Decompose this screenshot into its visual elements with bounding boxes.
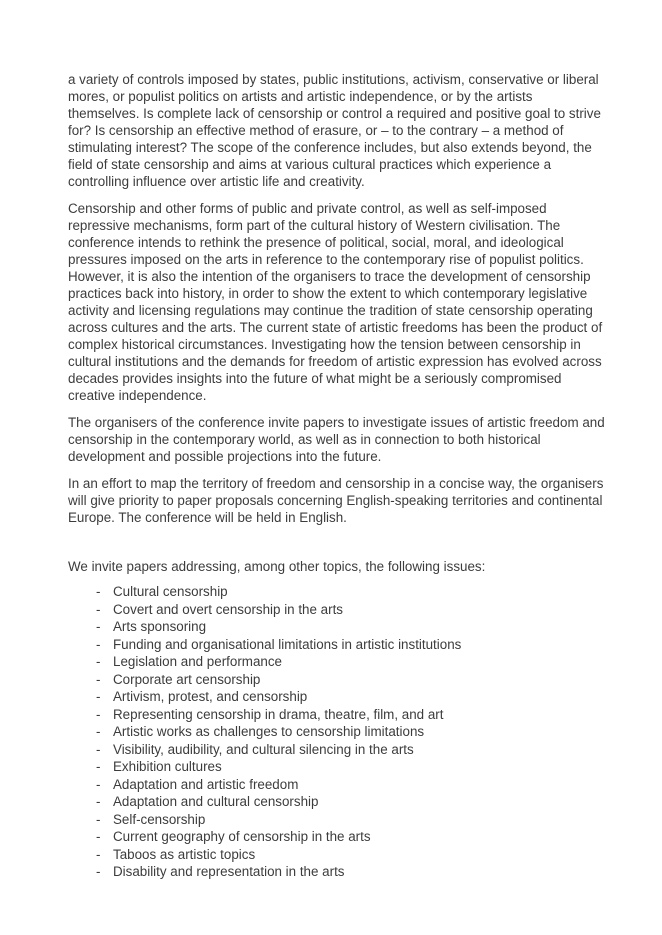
list-item bbox=[68, 828, 605, 846]
list-item bbox=[68, 776, 605, 794]
list-item bbox=[68, 793, 605, 811]
topic-text: Funding and organisational limitations in artistic institutions bbox=[113, 636, 462, 652]
topic-text: Taboos as artistic topics bbox=[113, 846, 256, 862]
dash-bullet: - bbox=[96, 654, 101, 669]
list-item bbox=[68, 863, 605, 881]
dash-bullet: - bbox=[96, 724, 101, 739]
topic-text: Representing censorship in drama, theatre, film, and art bbox=[113, 706, 444, 722]
dash-bullet: - bbox=[96, 619, 101, 634]
topic-text: Corporate art censorship bbox=[113, 671, 261, 687]
dash-bullet: - bbox=[96, 794, 101, 809]
list-item bbox=[68, 636, 605, 654]
list-item bbox=[68, 758, 605, 776]
list-item bbox=[68, 706, 605, 724]
topic-text: Adaptation and cultural censorship bbox=[113, 794, 319, 809]
dash-bullet: - bbox=[96, 584, 101, 599]
list-item bbox=[68, 583, 605, 601]
topic-text: Legislation and performance bbox=[113, 654, 282, 669]
list-item bbox=[68, 653, 605, 671]
dash-bullet: - bbox=[96, 829, 101, 844]
list-item bbox=[68, 601, 605, 619]
topic-text: Disability and representation in the arts bbox=[113, 864, 345, 879]
list-item bbox=[68, 741, 605, 759]
list-item bbox=[68, 846, 605, 864]
topic-text: Artistic works as challenges to censorship limitations bbox=[113, 724, 425, 739]
dash-bullet: - bbox=[96, 759, 101, 774]
dash-bullet: - bbox=[96, 864, 101, 879]
topic-text: Covert and overt censorship in the arts bbox=[113, 601, 343, 617]
paragraph-cultural-history: Censorship and other forms of public and private control, as well as self-imposed repressive mechanisms, form part of the cultural history of Western civilisation. The conference intends to rethink the presence of political, social, moral, and ideological pressures imposed on the arts in reference to the contemporary rise of populist politics. However, it is also the intention of the organisers to trace the development of censorship practices back into history, in order to show the extent to which contemporary legislative activity and licensing regulations may continue the tradition of state censorship operating across cultures and the arts. The current state of artistic freedoms has been the product of complex historical circumstances. Investigating how the tension between censorship in cultural institutions and the demands for freedom of artistic expression has evolved across decades provides insights into the future of what might be a seriously compromised creative independence. bbox=[68, 201, 603, 403]
topic-text: Arts sponsoring bbox=[113, 619, 207, 634]
dash-bullet: - bbox=[96, 776, 101, 792]
topic-text: Current geography of censorship in the arts bbox=[113, 829, 371, 844]
paragraph-invite-papers: The organisers of the conference invite papers to investigate issues of artistic freedom and censorship in the contemporary world, as well as in connection to both historical development and possible projections into the future. bbox=[68, 415, 605, 464]
topics-intro: We invite papers addressing, among other topics, the following issues: bbox=[68, 559, 486, 574]
topic-text: Adaptation and artistic freedom bbox=[113, 776, 299, 792]
dash-bullet: - bbox=[96, 671, 101, 687]
list-item bbox=[68, 723, 605, 741]
topic-text: Self-censorship bbox=[113, 811, 206, 827]
dash-bullet: - bbox=[96, 689, 101, 704]
list-item bbox=[68, 671, 605, 689]
list-item bbox=[68, 811, 605, 829]
dash-bullet: - bbox=[96, 811, 101, 827]
topic-text: Visibility, audibility, and cultural silencing in the arts bbox=[113, 741, 414, 757]
topic-text: Cultural censorship bbox=[113, 584, 228, 599]
dash-bullet: - bbox=[96, 741, 101, 757]
list-item bbox=[68, 688, 605, 706]
paragraph-scope-of-conference: a variety of controls imposed by states, public institutions, activism, conservative or liberal mores, or populist politics on artists and artistic independence, or by the artists themselves. Is complete lack of censorship or control a required and positive goal to strive for? Is censorship an effective method of erasure, or – to the contrary – a method of stimulating interest? The scope of the conference includes, but also extends beyond, the field of state censorship and aims at various cultural practices which experience a controlling influence over artistic life and creativity. bbox=[68, 72, 601, 189]
topics-list bbox=[68, 583, 605, 881]
dash-bullet: - bbox=[96, 636, 101, 652]
list-item bbox=[68, 618, 605, 636]
dash-bullet: - bbox=[96, 601, 101, 617]
topic-text: Artivism, protest, and censorship bbox=[113, 689, 308, 704]
paragraph-language-priority: In an effort to map the territory of freedom and censorship in a concise way, the organisers will give priority to paper proposals concerning English-speaking territories and continental Europe. The conference will be held in English. bbox=[68, 476, 604, 525]
dash-bullet: - bbox=[96, 706, 101, 722]
topic-text: Exhibition cultures bbox=[113, 759, 222, 774]
dash-bullet: - bbox=[96, 846, 101, 862]
